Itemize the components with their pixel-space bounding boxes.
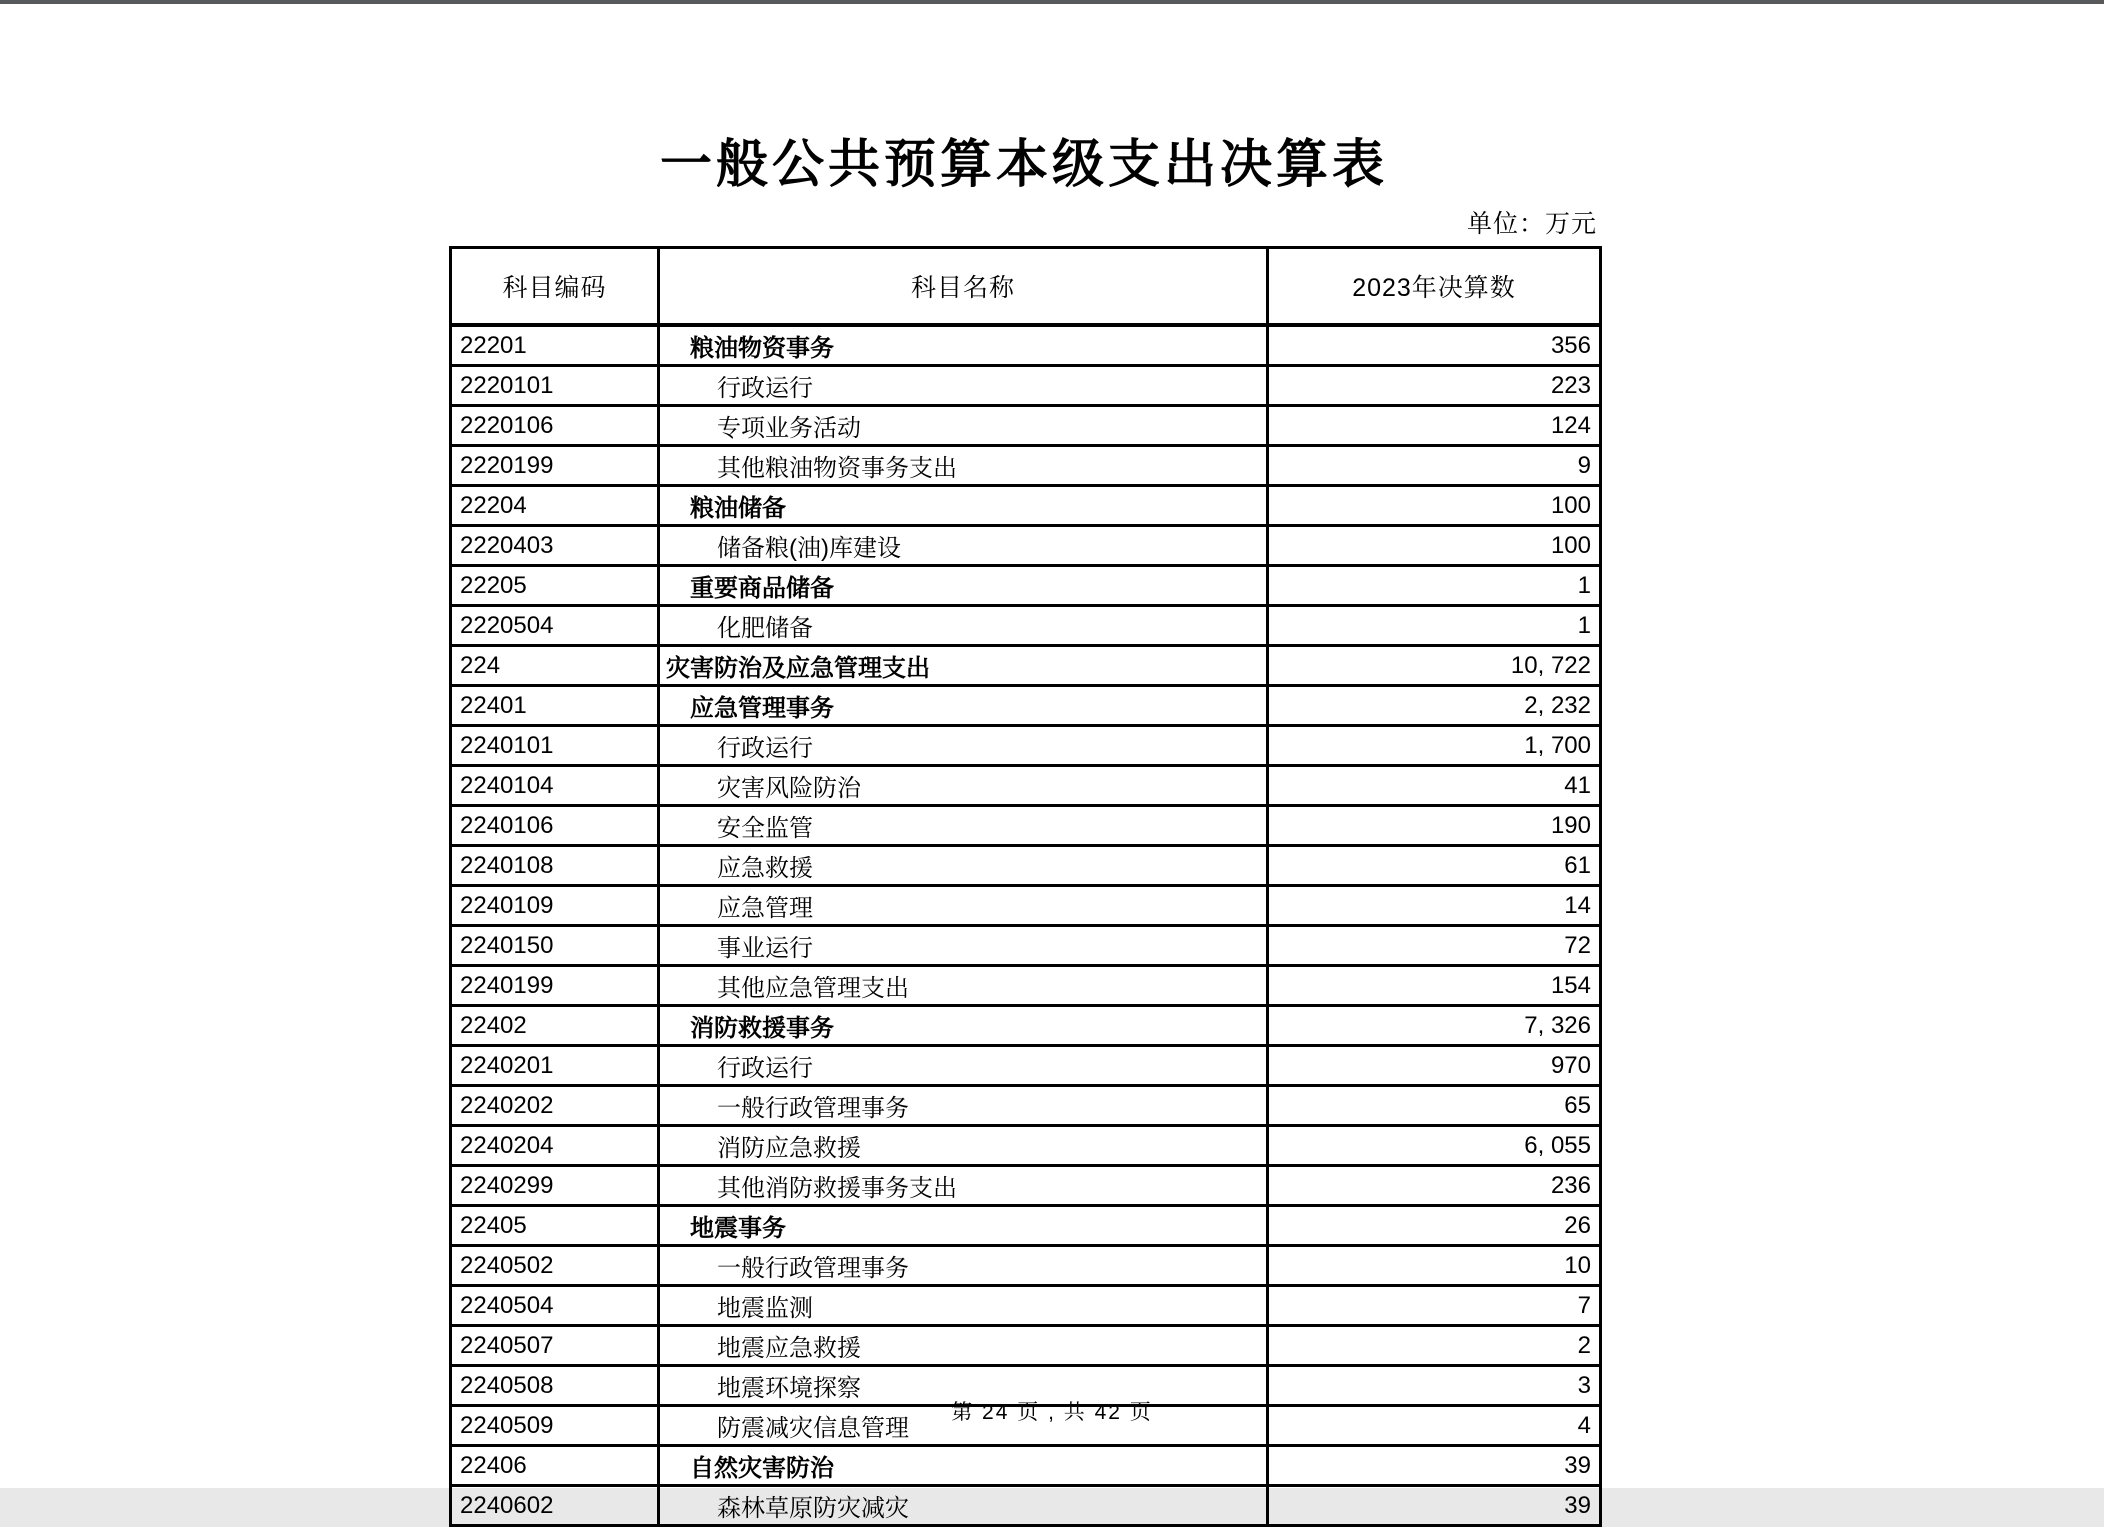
- subject-name-cell: 消防应急救援: [659, 1126, 1268, 1166]
- subject-code-cell: 2240602: [451, 1486, 659, 1526]
- amount-cell: 72: [1268, 926, 1601, 966]
- amount-cell: 154: [1268, 966, 1601, 1006]
- table-row: [451, 366, 1601, 406]
- subject-name-cell: 储备粮(油)库建设: [659, 526, 1268, 566]
- subject-code-cell: 2240509: [451, 1406, 659, 1446]
- amount-cell: 124: [1268, 406, 1601, 446]
- subject-name-cell: 应急管理事务: [659, 686, 1268, 726]
- table-row: [451, 486, 1601, 526]
- table-row: [451, 1206, 1601, 1246]
- amount-cell: 100: [1268, 526, 1601, 566]
- subject-code-cell: 2240199: [451, 966, 659, 1006]
- subject-code-cell: 2240204: [451, 1126, 659, 1166]
- column-header-value: 2023年决算数: [1268, 248, 1601, 326]
- subject-code-cell: 2220106: [451, 406, 659, 446]
- subject-code-cell: 2240504: [451, 1286, 659, 1326]
- subject-code-cell: 2220101: [451, 366, 659, 406]
- subject-code-cell: 22204: [451, 486, 659, 526]
- subject-name-cell: 其他应急管理支出: [659, 966, 1268, 1006]
- subject-code-cell: 22201: [451, 325, 659, 366]
- column-header-code: 科目编码: [451, 248, 659, 326]
- table-header: [451, 248, 1601, 326]
- amount-cell: 236: [1268, 1166, 1601, 1206]
- subject-code-cell: 2240502: [451, 1246, 659, 1286]
- table-row: [451, 566, 1601, 606]
- subject-code-cell: 2240108: [451, 846, 659, 886]
- subject-name-cell: 粮油物资事务: [659, 325, 1268, 366]
- unit-label: 单位：万元: [1466, 210, 1597, 238]
- page-title: 一般公共预算本级支出决算表: [659, 136, 1388, 194]
- subject-code-cell: 2240104: [451, 766, 659, 806]
- subject-name-cell: 重要商品储备: [659, 566, 1268, 606]
- subject-code-cell: 224: [451, 646, 659, 686]
- table-row: [451, 926, 1601, 966]
- subject-name-cell: 安全监管: [659, 806, 1268, 846]
- subject-code-cell: 22405: [451, 1206, 659, 1246]
- subject-code-cell: 2240202: [451, 1086, 659, 1126]
- subject-code-cell: 22401: [451, 686, 659, 726]
- amount-cell: 190: [1268, 806, 1601, 846]
- subject-code-cell: 2240109: [451, 886, 659, 926]
- subject-name-cell: 自然灾害防治: [659, 1446, 1268, 1486]
- subject-code-cell: 2220403: [451, 526, 659, 566]
- table-row: [451, 1006, 1601, 1046]
- subject-name-cell: 应急管理: [659, 886, 1268, 926]
- window-top-edge: [0, 0, 2104, 4]
- table-row: [451, 766, 1601, 806]
- amount-cell: 3: [1268, 1366, 1601, 1406]
- table-row: [451, 1446, 1601, 1486]
- table-row: [451, 1246, 1601, 1286]
- amount-cell: 2, 232: [1268, 686, 1601, 726]
- table-row: [451, 1086, 1601, 1126]
- subject-code-cell: 2240150: [451, 926, 659, 966]
- subject-name-cell: 化肥储备: [659, 606, 1268, 646]
- table-row: [451, 726, 1601, 766]
- subject-code-cell: 2240508: [451, 1366, 659, 1406]
- subject-name-cell: 灾害防治及应急管理支出: [659, 646, 1268, 686]
- table-row: [451, 1046, 1601, 1086]
- subject-name-cell: 地震监测: [659, 1286, 1268, 1326]
- amount-cell: 41: [1268, 766, 1601, 806]
- table-row: [451, 806, 1601, 846]
- subject-name-cell: 地震环境探察: [659, 1366, 1268, 1406]
- amount-cell: 14: [1268, 886, 1601, 926]
- subject-name-cell: 应急救援: [659, 846, 1268, 886]
- amount-cell: 1: [1268, 566, 1601, 606]
- table-body: [451, 325, 1601, 1526]
- amount-cell: 1: [1268, 606, 1601, 646]
- amount-cell: 356: [1268, 325, 1601, 366]
- table-row: [451, 686, 1601, 726]
- table-row: [451, 1326, 1601, 1366]
- amount-cell: 9: [1268, 446, 1601, 486]
- subject-name-cell: 森林草原防灾减灾: [659, 1486, 1268, 1526]
- subject-name-cell: 粮油储备: [659, 486, 1268, 526]
- subject-code-cell: 2240106: [451, 806, 659, 846]
- amount-cell: 970: [1268, 1046, 1601, 1086]
- table-row: [451, 846, 1601, 886]
- column-header-name: 科目名称: [659, 248, 1268, 326]
- table-row: [451, 1166, 1601, 1206]
- subject-name-cell: 一般行政管理事务: [659, 1246, 1268, 1286]
- amount-cell: 223: [1268, 366, 1601, 406]
- amount-cell: 100: [1268, 486, 1601, 526]
- table-row: [451, 446, 1601, 486]
- amount-cell: 10: [1268, 1246, 1601, 1286]
- subject-code-cell: 2240507: [451, 1326, 659, 1366]
- amount-cell: 61: [1268, 846, 1601, 886]
- subject-name-cell: 行政运行: [659, 366, 1268, 406]
- subject-name-cell: 行政运行: [659, 1046, 1268, 1086]
- subject-code-cell: 22205: [451, 566, 659, 606]
- subject-name-cell: 事业运行: [659, 926, 1268, 966]
- table-row: [451, 1126, 1601, 1166]
- subject-code-cell: 2220199: [451, 446, 659, 486]
- table-row: [451, 606, 1601, 646]
- amount-cell: 7, 326: [1268, 1006, 1601, 1046]
- table-row: [451, 1286, 1601, 1326]
- subject-name-cell: 地震应急救援: [659, 1326, 1268, 1366]
- subject-name-cell: 消防救援事务: [659, 1006, 1268, 1046]
- subject-name-cell: 地震事务: [659, 1206, 1268, 1246]
- subject-code-cell: 2220504: [451, 606, 659, 646]
- amount-cell: 2: [1268, 1326, 1601, 1366]
- table-row: [451, 646, 1601, 686]
- amount-cell: 7: [1268, 1286, 1601, 1326]
- amount-cell: 26: [1268, 1206, 1601, 1246]
- table-row: [451, 1486, 1601, 1526]
- table-row: [451, 406, 1601, 446]
- table-row: [451, 526, 1601, 566]
- subject-name-cell: 一般行政管理事务: [659, 1086, 1268, 1126]
- subject-code-cell: 2240299: [451, 1166, 659, 1206]
- subject-name-cell: 其他粮油物资事务支出: [659, 446, 1268, 486]
- subject-name-cell: 其他消防救援事务支出: [659, 1166, 1268, 1206]
- subject-name-cell: 行政运行: [659, 726, 1268, 766]
- subject-code-cell: 2240101: [451, 726, 659, 766]
- amount-cell: 4: [1268, 1406, 1601, 1446]
- subject-code-cell: 2240201: [451, 1046, 659, 1086]
- amount-cell: 39: [1268, 1486, 1601, 1526]
- amount-cell: 39: [1268, 1446, 1601, 1486]
- subject-name-cell: 专项业务活动: [659, 406, 1268, 446]
- table-row: [451, 325, 1601, 366]
- table-row: [451, 886, 1601, 926]
- table-row: [451, 966, 1601, 1006]
- amount-cell: 1, 700: [1268, 726, 1601, 766]
- page-number-footer: 第 24 页 , 共 42 页: [951, 1401, 1153, 1424]
- subject-code-cell: 22402: [451, 1006, 659, 1046]
- amount-cell: 65: [1268, 1086, 1601, 1126]
- subject-code-cell: 22406: [451, 1446, 659, 1486]
- budget-table: [449, 246, 1602, 1527]
- amount-cell: 10, 722: [1268, 646, 1601, 686]
- table-header-row: [451, 248, 1601, 326]
- subject-name-cell: 灾害风险防治: [659, 766, 1268, 806]
- amount-cell: 6, 055: [1268, 1126, 1601, 1166]
- subject-name-cell: 防震减灾信息管理: [659, 1406, 1268, 1446]
